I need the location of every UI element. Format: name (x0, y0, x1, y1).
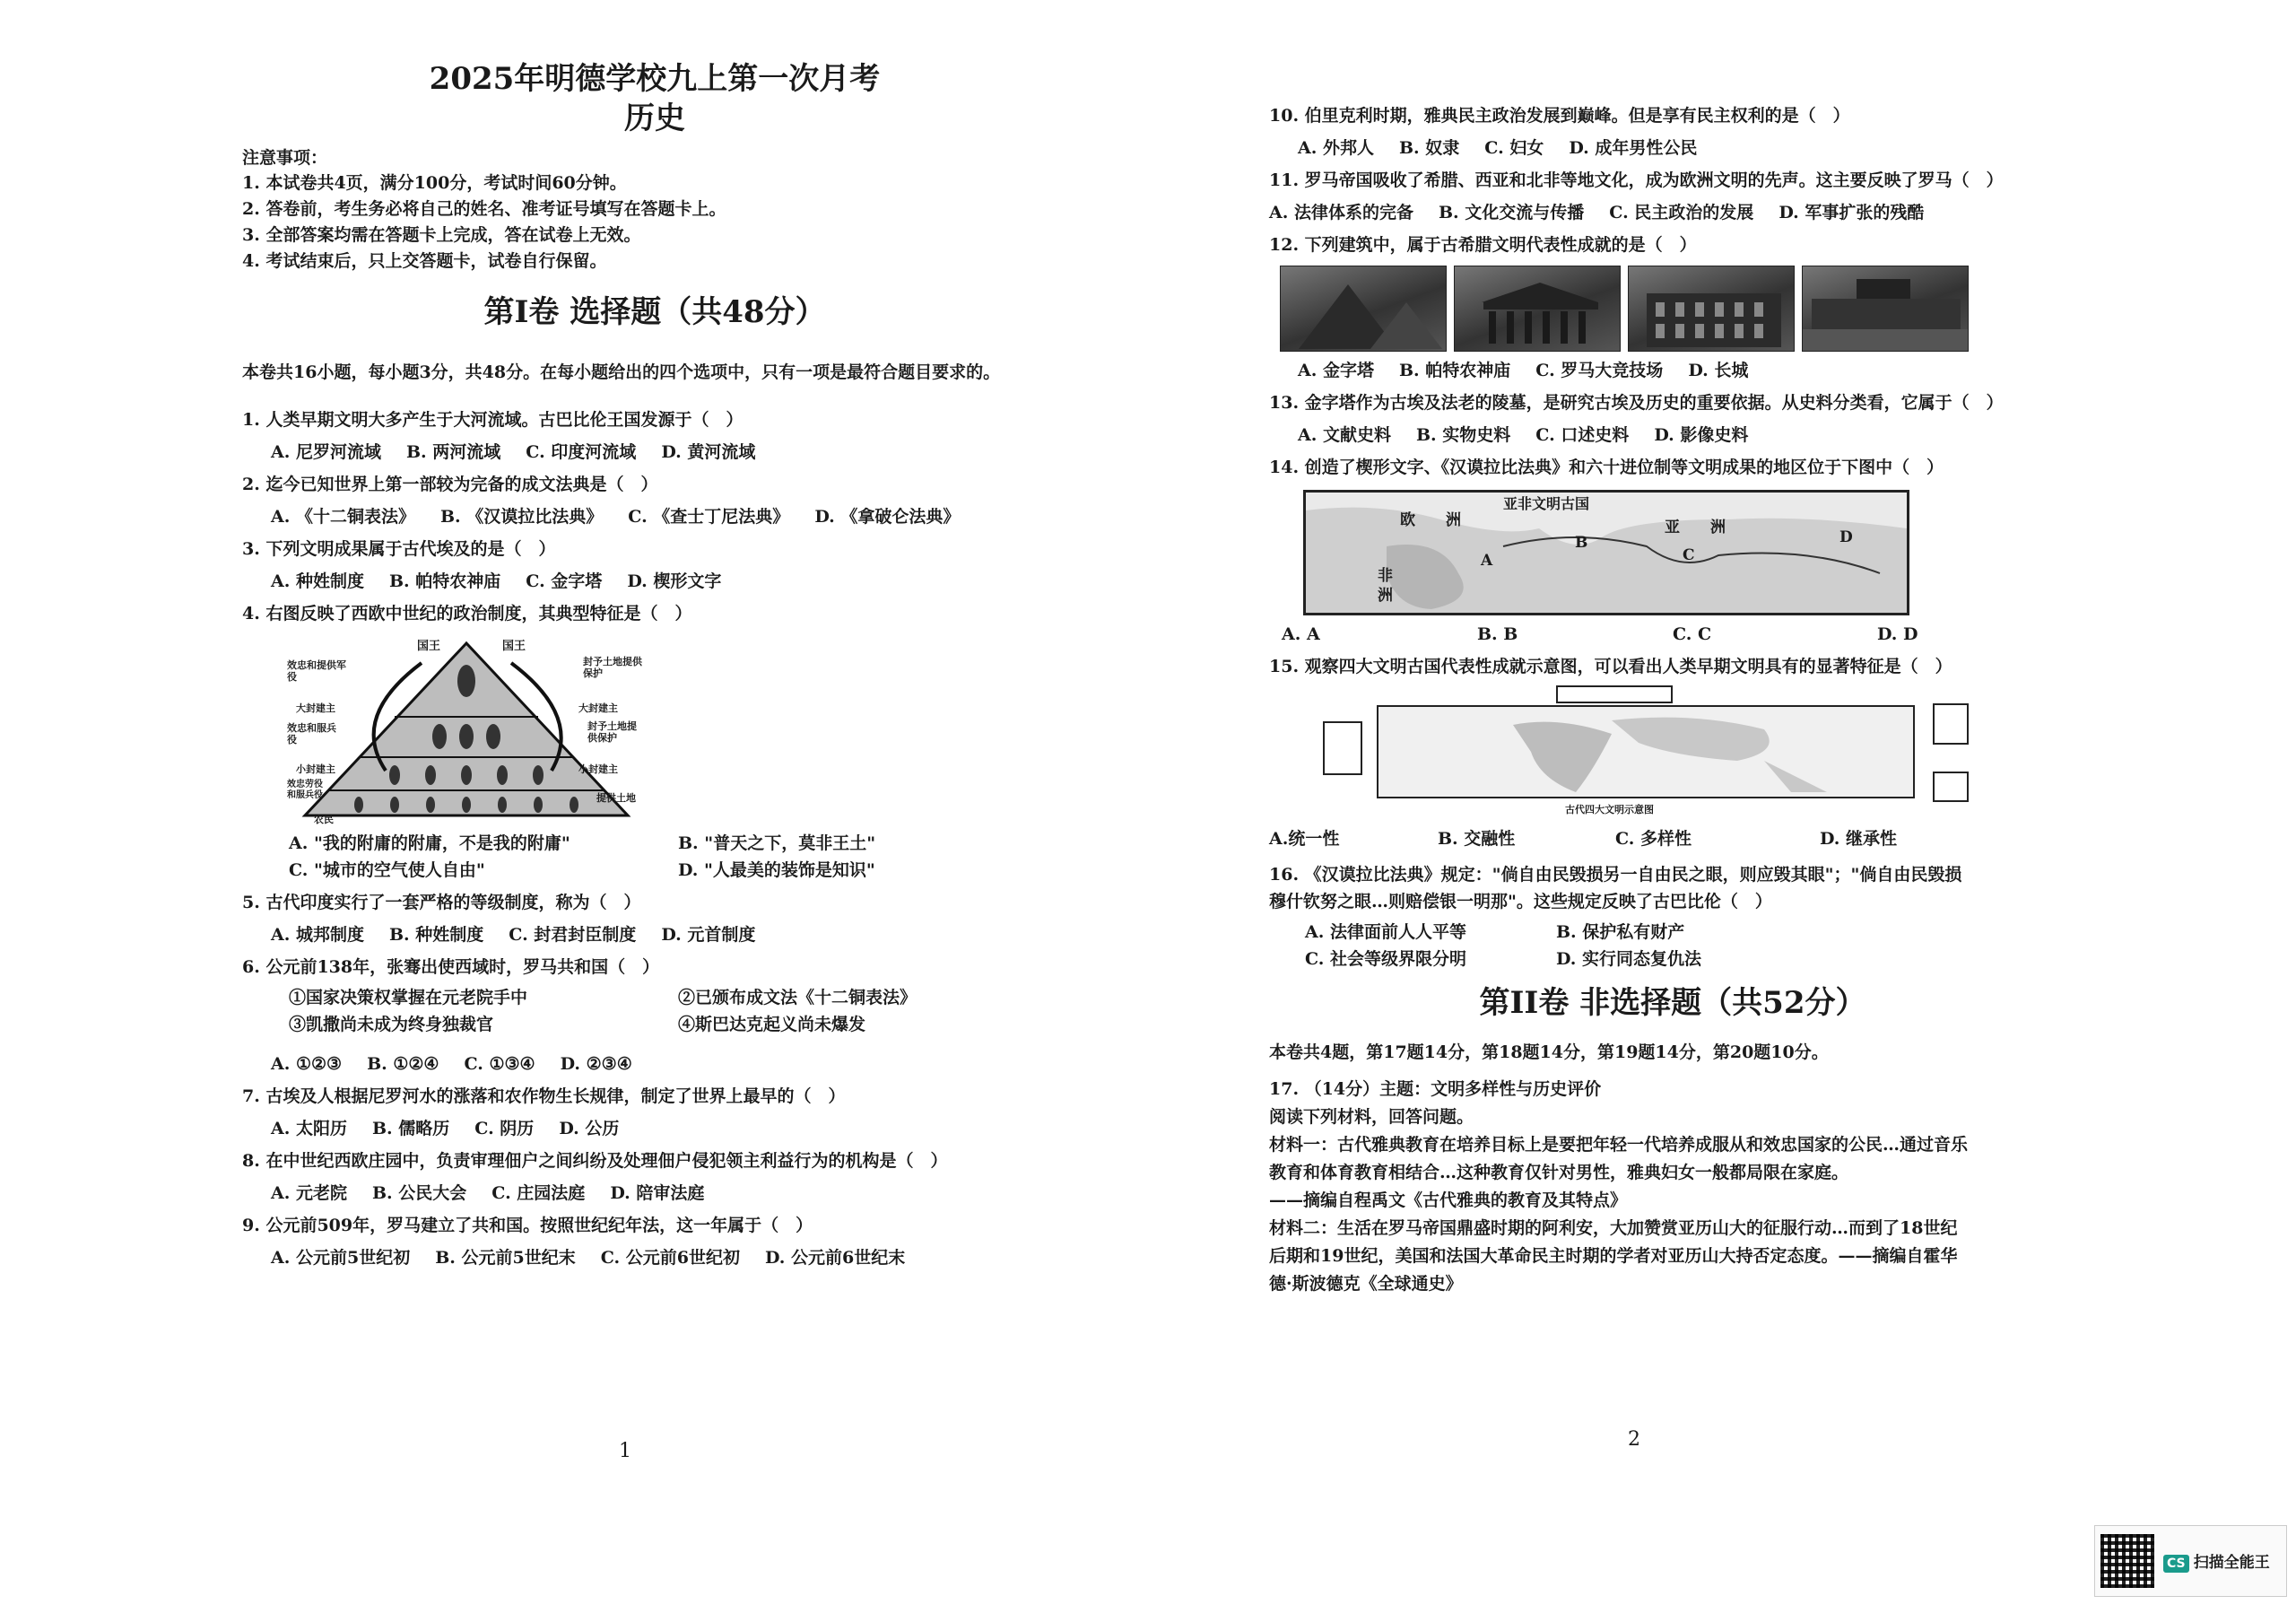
colosseum-image-svg (1629, 266, 1795, 352)
notes-heading: 注意事项： (242, 148, 328, 168)
pyramid-label: 国王 (502, 640, 526, 653)
question-15: 15. 观察四大文明古国代表性成就示意图，可以看出人类早期文明具有的显著特征是（ ） (1269, 657, 1952, 676)
material-1-line-1: 材料一：古代雅典教育在培养目标上是要把年轻一代培养成服从和效忠国家的公民…通过音乐 (1269, 1135, 1969, 1155)
page-number-1: 1 (619, 1440, 631, 1462)
question-6-options (271, 1051, 1067, 1077)
question-4: 4. 右图反映了西欧中世纪的政治制度，其典型特征是（ ） (242, 604, 692, 624)
option: A. 太阳历 (271, 1119, 347, 1138)
option: A. 文献史料 (1298, 425, 1391, 445)
question-6-items (289, 984, 1067, 1038)
pyramid-label: 提供土地 (596, 792, 636, 804)
pyramid-label: 小封建主 (578, 763, 618, 775)
option: B. 交融性 (1438, 829, 1516, 849)
scanner-name: 扫描全能王 (2193, 1554, 2270, 1572)
option: A. 公元前5世纪初 (271, 1248, 411, 1268)
option: D. 陪审法庭 (610, 1183, 705, 1203)
option: C. 公元前6世纪初 (600, 1248, 740, 1268)
map-title: 亚非文明古国 (1503, 495, 1590, 512)
option: C. 多样性 (1615, 829, 1692, 849)
note-2: 2. 答卷前，考生务必将自己的姓名、准考证号填写在答题卡上。 (242, 199, 726, 219)
question-13: 13. 金字塔作为古埃及法老的陵墓，是研究古埃及历史的重要依据。从史料分类看，它属于（ ） (1269, 393, 2004, 413)
option: C. 封君封臣制度 (509, 925, 637, 945)
world-map-frame (1377, 705, 1915, 798)
subject-title: 历史 (624, 100, 685, 136)
option: C. 民主政治的发展 (1609, 203, 1754, 222)
material-1-source: ——摘编自程禹文《古代雅典的教育及其特点》 (1269, 1190, 1628, 1210)
question-4-options (289, 830, 1067, 884)
option: B. 实物史料 (1415, 425, 1511, 445)
map-label-asia: 亚 洲 (1665, 519, 1726, 536)
section1-title: 第I卷 选择题（共48分） (483, 294, 826, 330)
statement: ②已颁布成文法《十二铜表法》 (678, 988, 918, 1007)
statement: ④斯巴达克起义尚未爆发 (678, 1015, 866, 1034)
option: A. 尼罗河流域 (271, 442, 381, 462)
option: D. ②③④ (560, 1054, 632, 1074)
ancient-civilizations-map (1303, 490, 1909, 615)
question-5: 5. 古代印度实行了一套严格的等级制度，称为（ ） (242, 893, 641, 912)
question-16-line-2: 穆什钦努之眼…则赔偿银一明那"。这些规定反映了古巴比伦（ ） (1269, 892, 1772, 911)
right-page (1269, 0, 2076, 1489)
material-2-line-2: 后期和19世纪，美国和法国大革命民主时期的学者对亚历山大持否定态度。——摘编自霍华 (1269, 1246, 1958, 1266)
left-page (242, 0, 1067, 1489)
great-wall-image (1802, 266, 1969, 352)
question-11-options (1269, 199, 2076, 226)
pyramid-image (1280, 266, 1447, 352)
note-3: 3. 全部答案均需在答题卡上完成，答在试卷上无效。 (242, 225, 641, 245)
pyramid-label: 效忠劳役和服兵役 (287, 780, 323, 800)
option: D. 影像史料 (1654, 425, 1749, 445)
option: C. 社会等级界限分明 (1305, 949, 1467, 969)
question-7-options (271, 1115, 1067, 1142)
option: B. 奴隶 (1398, 138, 1460, 158)
achievement-box (1323, 721, 1362, 775)
note-4: 4. 考试结束后，只上交答题卡，试卷自行保留。 (242, 251, 607, 271)
pyramid-label: 农民 (314, 814, 334, 825)
option: C. 罗马大竞技场 (1535, 361, 1664, 380)
option: A. 法律面前人人平等 (1305, 922, 1466, 942)
option: B. 帕特农神庙 (388, 571, 501, 591)
option: D. "人最美的装饰是知识" (678, 860, 875, 880)
parthenon-image-svg (1455, 266, 1621, 352)
section2-title: 第II卷 非选择题（共52分） (1479, 985, 1866, 1021)
option: A. 外邦人 (1298, 138, 1374, 158)
question-3-options (271, 568, 1067, 595)
camscanner-logo-icon: CS (2163, 1555, 2189, 1573)
question-16-options (1305, 919, 1807, 972)
question-12: 12. 下列建筑中，属于古希腊文明代表性成就的是（ ） (1269, 235, 1697, 255)
map-caption: 古代四大文明示意图 (1565, 804, 1654, 815)
option: A. "我的附庸的附庸，不是我的附庸" (289, 833, 570, 853)
question-3: 3. 下列文明成果属于古代埃及的是（ ） (242, 539, 556, 559)
note-1: 1. 本试卷共4页，满分100分，考试时间60分钟。 (242, 173, 627, 193)
option: A.统一性 (1269, 829, 1340, 849)
pyramid-label: 封予土地提供保护 (587, 720, 637, 744)
option: B. 两河流域 (405, 442, 501, 462)
option: B. 保护私有财产 (1556, 922, 1685, 942)
pyramid-label: 封予土地提供保护 (583, 656, 642, 679)
question-10: 10. 伯里克利时期，雅典民主政治发展到巅峰。但是享有民主权利的是（ ） (1269, 106, 1850, 126)
option: C. C (1673, 624, 1712, 644)
question-5-options (271, 921, 1067, 948)
question-14-options (1282, 621, 2076, 648)
option: D. 公历 (559, 1119, 620, 1138)
option: D. 黄河流域 (661, 442, 756, 462)
option: B. 儒略历 (371, 1119, 450, 1138)
question-2-options (271, 503, 1067, 530)
question-10-options (1298, 135, 2076, 161)
pyramid-label: 效忠和服兵役 (287, 722, 336, 746)
question-9: 9. 公元前509年，罗马建立了共和国。按照世纪纪年法，这一年属于（ ） (242, 1216, 813, 1235)
option: D. 《拿破仑法典》 (814, 507, 961, 527)
option: C. 阴历 (474, 1119, 535, 1138)
option: C. 《查士丁尼法典》 (628, 507, 790, 527)
option: B. 公民大会 (371, 1183, 467, 1203)
option: A. 种姓制度 (271, 571, 364, 591)
section1-intro: 本卷共16小题，每小题3分，共48分。在每小题给出的四个选项中，只有一项是最符合题目要求的。 (242, 362, 1001, 382)
option: D. 军事扩张的残酷 (1779, 203, 1925, 222)
architecture-images (1280, 266, 2076, 352)
pyramid-label: 效忠和提供军役 (287, 659, 346, 683)
question-8-options (271, 1180, 1067, 1207)
statement: ①国家决策权掌握在元老院手中 (289, 988, 528, 1007)
map-label-africa: 非洲 (1378, 567, 1393, 605)
colosseum-image (1628, 266, 1795, 352)
option: C. 印度河流域 (526, 442, 637, 462)
question-9-options (271, 1244, 1067, 1271)
map-label-europe: 欧 洲 (1400, 511, 1461, 529)
scanner-watermark (2094, 1525, 2287, 1597)
pyramid-label: 大封建主 (578, 702, 618, 714)
question-12-options (1298, 357, 2076, 384)
option: B. B (1477, 624, 1518, 644)
option: B. ①②④ (367, 1054, 439, 1074)
question-11: 11. 罗马帝国吸收了希腊、西亚和北非等地文化，成为欧洲文明的先声。这主要反映了罗马（ ） (1269, 170, 2004, 190)
question-16-line-1: 16. 《汉谟拉比法典》规定："倘自由民毁损另一自由民之眼，则应毁其眼"；"倘自由民毁损 (1269, 865, 1962, 885)
section2-intro: 本卷共4题，第17题14分，第18题14分，第19题14分，第20题10分。 (1269, 1042, 1829, 1062)
map-marker-a: A (1481, 552, 1493, 570)
option: B. 《汉谟拉比法典》 (439, 507, 604, 527)
option: C. 庄园法庭 (491, 1183, 586, 1203)
question-1: 1. 人类早期文明大多产生于大河流域。古巴比伦王国发源于（ ） (242, 410, 744, 430)
material-1-line-2: 教育和体育教育相结合…这种教育仅针对男性，雅典妇女一般都局限在家庭。 (1269, 1163, 1849, 1182)
qr-code-icon (2100, 1534, 2154, 1588)
option: C. ①③④ (464, 1054, 535, 1074)
option: B. 文化交流与传播 (1438, 203, 1585, 222)
question-15-options (1269, 825, 2076, 852)
question-14: 14. 创造了楔形文字、《汉谟拉比法典》和六十进位制等文明成果的地区位于下图中（ ） (1269, 458, 1944, 477)
statement: ③凯撒尚未成为终身独裁官 (289, 1015, 494, 1034)
achievement-box (1556, 685, 1673, 703)
option: D. D (1877, 624, 1918, 644)
option: C. 金字塔 (526, 571, 603, 591)
question-2: 2. 迄今已知世界上第一部较为完备的成文法典是（ ） (242, 475, 658, 494)
option: A. A (1282, 624, 1320, 644)
question-7: 7. 古埃及人根据尼罗河水的涨落和农作物生长规律，制定了世界上最早的（ ） (242, 1086, 846, 1106)
option: A. 《十二铜表法》 (271, 507, 415, 527)
question-17-instruction: 阅读下列材料，回答问题。 (1269, 1107, 1474, 1127)
question-1-options (271, 439, 1067, 466)
question-17-heading: 17. （14分）主题：文明多样性与历史评价 (1269, 1079, 1602, 1099)
option: A. 城邦制度 (271, 925, 364, 945)
option: A. 金字塔 (1298, 361, 1374, 380)
option: B. 帕特农神庙 (1398, 361, 1511, 380)
option: A. 元老院 (271, 1183, 347, 1203)
material-2-line-3: 德·斯波德克《全球通史》 (1269, 1274, 1463, 1294)
option: B. 公元前5世纪末 (435, 1248, 576, 1268)
option: D. 长城 (1688, 361, 1749, 380)
pyramid-image-svg (1281, 266, 1447, 352)
pyramid-label: 国王 (417, 640, 441, 653)
scanner-badge (2163, 1549, 2270, 1573)
question-13-options (1298, 422, 2076, 449)
option: D. 继承性 (1820, 829, 1898, 849)
option: C. 口述史料 (1535, 425, 1630, 445)
option: D. 元首制度 (661, 925, 756, 945)
option: C. 妇女 (1484, 138, 1544, 158)
four-civilizations-diagram (1323, 685, 1969, 820)
option: D. 实行同态复仇法 (1556, 949, 1702, 969)
option: B. "普天之下，莫非王土" (678, 833, 876, 853)
option: A. ①②③ (271, 1054, 343, 1074)
parthenon-image (1454, 266, 1621, 352)
option: A. 法律体系的完备 (1269, 203, 1413, 222)
great-wall-image-svg (1803, 266, 1969, 352)
option: D. 公元前6世纪末 (764, 1248, 906, 1268)
question-6: 6. 公元前138年，张骞出使西域时，罗马共和国（ ） (242, 957, 660, 977)
achievement-box (1933, 703, 1969, 745)
option: B. 种姓制度 (388, 925, 484, 945)
map-marker-d: D (1839, 528, 1853, 546)
world-map-svg (1378, 707, 1913, 797)
option: D. 楔形文字 (627, 571, 722, 591)
material-2-line-1: 材料二：生活在罗马帝国鼎盛时期的阿利安，大加赞赏亚历山大的征服行动…而到了18世纪 (1269, 1218, 1958, 1238)
question-8: 8. 在中世纪西欧庄园中，负责审理佃户之间纠纷及处理佃户侵犯领主利益行为的机构是（ ） (242, 1151, 948, 1171)
pyramid-label: 小封建主 (296, 763, 335, 775)
option: C. "城市的空气使人自由" (289, 860, 485, 880)
pyramid-label: 大封建主 (296, 702, 335, 714)
achievement-box (1933, 772, 1969, 802)
option: D. 成年男性公民 (1569, 138, 1698, 158)
map-marker-c: C (1683, 546, 1695, 564)
map-marker-b: B (1575, 534, 1588, 552)
exam-title: 2025年明德学校九上第一次月考 (429, 61, 881, 97)
page-number-2: 2 (1628, 1428, 1640, 1451)
feudal-pyramid-diagram (287, 636, 646, 824)
